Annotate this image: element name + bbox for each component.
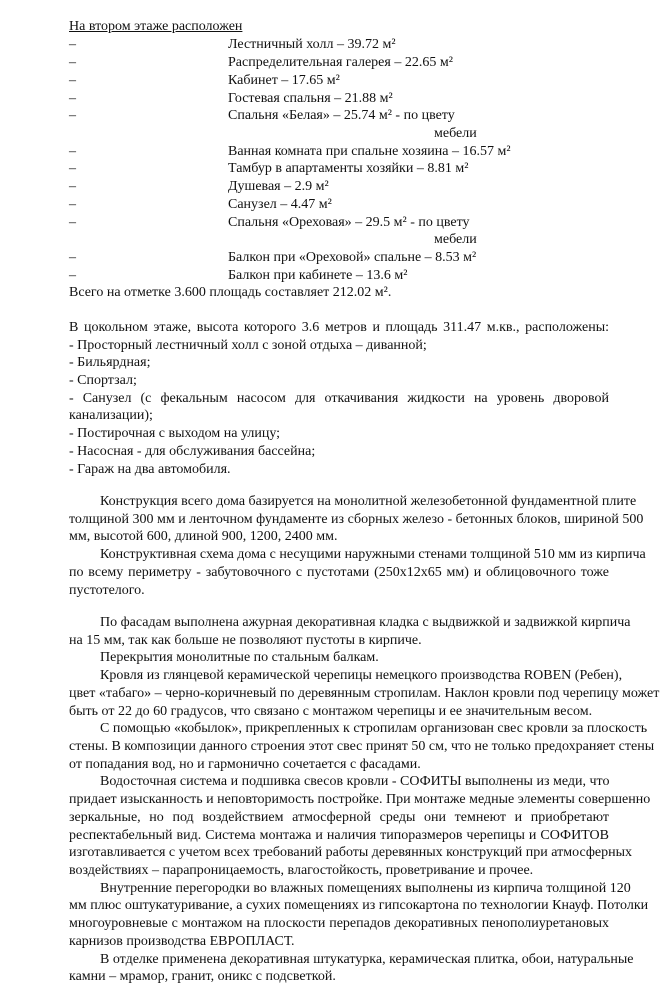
room-item: Лестничный холл – 39.72 м²: [228, 37, 396, 52]
facade-paragraph-line: изготавливается с учетом всех требований работы деревянных конструкций при атмосферных: [69, 845, 633, 860]
facade-paragraph-line: цвет «табаго» – черно-коричневый по деревянным стропилам. Наклон кровли под черепицу может: [69, 686, 660, 701]
facade-paragraph-line: воздействиях – парапроницаемость, влагостойкость, проветривание и прочее.: [69, 863, 534, 878]
room-item: Кабинет – 17.65 м²: [228, 73, 340, 88]
facade-paragraph-line: Внутренние перегородки во влажных помещениях выполнены из кирпича толщиной 120: [100, 881, 631, 896]
construction-paragraph-line: Конструктивная схема дома с несущими наружными стенами толщиной 510 мм из кирпича: [100, 547, 646, 562]
basement-item: - Санузел (с фекальным насосом для откачивания жидкости на уровень дворовой: [69, 391, 609, 406]
list-dash: –: [69, 73, 76, 88]
floor2-total: Всего на отметке 3.600 площадь составляет 212.02 м².: [69, 285, 392, 300]
list-dash: –: [69, 37, 76, 52]
basement-item: - Спортзал;: [69, 373, 137, 388]
room-item: Санузел – 4.47 м²: [228, 197, 332, 212]
room-item: Спальня «Ореховая» – 29.5 м² - по цвету: [228, 215, 470, 230]
construction-paragraph-line: толщиной 300 мм и ленточном фундаменте из сборных железо - бетонных блоков, шириной 500: [69, 512, 644, 527]
facade-paragraph-line: многоуровневые с монтажом на плоскости перепадов декоративных пенополиуретановых: [69, 916, 609, 931]
room-item: Душевая – 2.9 м²: [228, 179, 329, 194]
room-item: Распределительная галерея – 22.65 м²: [228, 55, 453, 70]
room-item-continuation: мебели: [434, 126, 477, 141]
list-dash: –: [69, 268, 76, 283]
construction-paragraph-line: пустотелого.: [69, 583, 145, 598]
facade-paragraph-line: респектабельный вид. Система монтажа и наличия типоразмеров черепицы и СОФИТОВ: [69, 828, 609, 843]
facade-paragraph-line: мм плюс оштукатуривание, а сухих помещениях из гипсокартона по технологии Кнауф. Потолки: [69, 898, 649, 913]
list-dash: –: [69, 215, 76, 230]
facade-paragraph-line: Кровля из глянцевой керамической черепицы немецкого производства ROBEN (Ребен),: [100, 668, 623, 683]
room-item-continuation: мебели: [434, 232, 477, 247]
facade-paragraph-line: По фасадам выполнена ажурная декоративная кладка с выдвижкой и задвижкой кирпича: [100, 615, 631, 630]
basement-item: - Бильярдная;: [69, 355, 151, 370]
list-dash: –: [69, 197, 76, 212]
facade-paragraph-line: В отделке применена декоративная штукатурка, керамическая плитка, обои, натуральные: [100, 952, 634, 967]
construction-paragraph-line: по всему периметру - забутовочного с пустотами (250х12х65 мм) и облицовочного тоже: [69, 565, 609, 580]
room-item: Балкон при «Ореховой» спальне – 8.53 м²: [228, 250, 477, 265]
basement-item: канализации);: [69, 408, 153, 423]
list-dash: –: [69, 179, 76, 194]
basement-item: - Гараж на два автомобиля.: [69, 462, 231, 477]
floor2-heading: На втором этаже расположен: [69, 19, 243, 34]
facade-paragraph-line: придает изысканность и неповторимость постройке. При монтаже медные элементы совершенно: [69, 792, 651, 807]
room-item: Спальня «Белая» – 25.74 м² - по цвету: [228, 108, 455, 123]
construction-paragraph-line: мм, высотой 600, длиной 900, 1200, 2400 мм.: [69, 529, 338, 544]
list-dash: –: [69, 91, 76, 106]
room-item: Ванная комната при спальне хозяина – 16.57 м²: [228, 144, 511, 159]
basement-item: - Насосная - для обслуживания бассейна;: [69, 444, 316, 459]
list-dash: –: [69, 250, 76, 265]
basement-item: - Постирочная с выходом на улицу;: [69, 426, 281, 441]
facade-paragraph-line: Водосточная система и подшивка свесов кровли - СОФИТЫ выполнены из меди, что: [100, 774, 610, 789]
room-item: Тамбур в апартаменты хозяйки – 8.81 м²: [228, 161, 469, 176]
list-dash: –: [69, 108, 76, 123]
facade-paragraph-line: от попадания вод, но и гармонично сочетается с фасадами.: [69, 757, 421, 772]
list-dash: –: [69, 161, 76, 176]
room-item: Балкон при кабинете – 13.6 м²: [228, 268, 408, 283]
facade-paragraph-line: Перекрытия монолитные по стальным балкам.: [100, 650, 379, 665]
facade-paragraph-line: на 15 мм, так как больше не позволяют пустоты в кирпиче.: [69, 633, 422, 648]
list-dash: –: [69, 55, 76, 70]
facade-paragraph-line: стены. В композиции данного строения этот свес принят 50 см, что не только предохраняет стены: [69, 739, 655, 754]
construction-paragraph-line: Конструкция всего дома базируется на монолитной железобетонной фундаментной плите: [100, 494, 637, 509]
room-item: Гостевая спальня – 21.88 м²: [228, 91, 393, 106]
facade-paragraph-line: С помощью «кобылок», прикрепленных к стропилам организован свес кровли за плоскость: [100, 721, 648, 736]
facade-paragraph-line: быть от 22 до 60 градусов, что связано с монтажом черепицы и ее значительным весом.: [69, 704, 593, 719]
basement-item: - Просторный лестничный холл с зоной отдыха – диванной;: [69, 338, 427, 353]
facade-paragraph-line: карнизов производства ЕВРОПЛАСТ.: [69, 934, 295, 949]
basement-intro: В цокольном этаже, высота которого 3.6 метров и площадь 311.47 м.кв., расположены:: [69, 320, 609, 335]
facade-paragraph-line: камни – мрамор, гранит, оникс с подсветкой.: [69, 969, 336, 984]
list-dash: –: [69, 144, 76, 159]
facade-paragraph-line: зеркальные, но под воздействием атмосферной среды они темнеют и приобретают: [69, 810, 609, 825]
